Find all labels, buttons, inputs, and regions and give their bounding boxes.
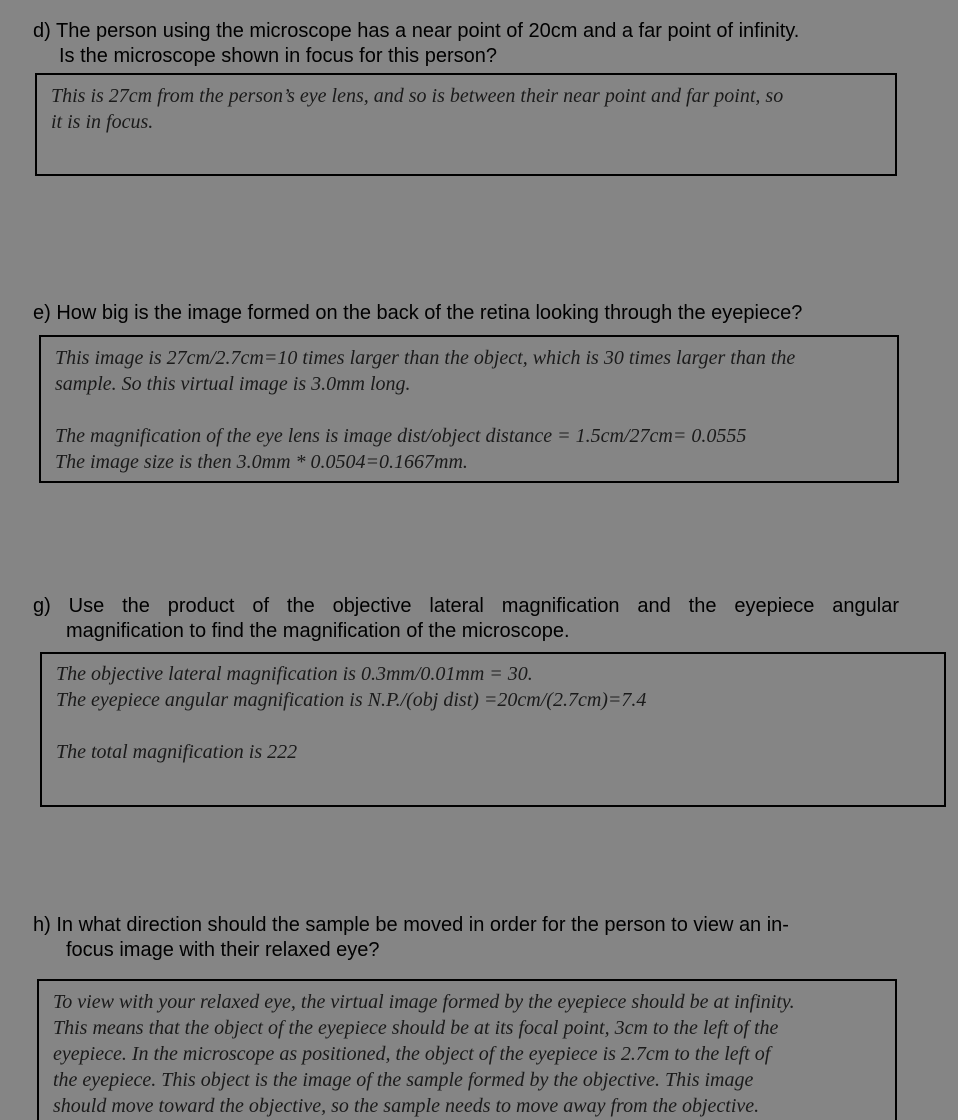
answer-e-line4: The image size is then 3.0mm * 0.0504=0.1667mm. <box>55 451 468 473</box>
answer-h-line4: the eyepiece. This object is the image of the sample formed by the objective. This image <box>53 1069 754 1091</box>
answer-g-line2: The eyepiece angular magnification is N.P./(obj dist) =20cm/(2.7cm)=7.4 <box>56 689 647 711</box>
question-e-line1: e) How big is the image formed on the back of the retina looking through the eyepiece? <box>33 302 803 324</box>
question-d <box>33 19 913 69</box>
answer-e-gap <box>55 397 883 423</box>
answer-e-line2: sample. So this virtual image is 3.0mm long. <box>55 373 411 395</box>
question-g <box>33 594 899 644</box>
answer-g-line3: The total magnification is 222 <box>56 741 298 763</box>
question-d-line1: d) The person using the microscope has a near point of 20cm and a far point of infinity. <box>33 20 800 42</box>
answer-h-line1: To view with your relaxed eye, the virtual image formed by the eyepiece should be at infinity. <box>53 991 795 1013</box>
question-h-line2: focus image with their relaxed eye? <box>66 939 380 961</box>
answer-g-line1: The objective lateral magnification is 0.3mm/0.01mm = 30. <box>56 663 533 685</box>
answer-box-h <box>37 979 897 1120</box>
answer-box-d <box>35 73 897 176</box>
question-g-line2: magnification to find the magnification of the microscope. <box>66 620 570 642</box>
answer-h-line3: eyepiece. In the microscope as positioned, the object of the eyepiece is 2.7cm to the left of <box>53 1043 771 1065</box>
answer-e-line1: This image is 27cm/2.7cm=10 times larger than the object, which is 30 times larger than the <box>55 347 796 369</box>
answer-d-line1: This is 27cm from the person’s eye lens, and so is between their near point and far point, so <box>51 85 784 107</box>
answer-box-g <box>40 652 946 807</box>
question-d-line2: Is the microscope shown in focus for this person? <box>59 45 497 67</box>
question-h <box>33 913 913 963</box>
answer-h-line2: This means that the object of the eyepiece should be at its focal point, 3cm to the left of the <box>53 1017 779 1039</box>
question-g-line1: g) Use the product of the objective lateral magnification and the eyepiece angular <box>33 595 899 617</box>
answer-h-line5: should move toward the objective, so the sample needs to move away from the objective. <box>53 1095 760 1117</box>
answer-box-e <box>39 335 899 483</box>
answer-d-line2: it is in focus. <box>51 111 154 133</box>
answer-g-gap <box>56 713 930 739</box>
answer-e-line3: The magnification of the eye lens is image dist/object distance = 1.5cm/27cm= 0.0555 <box>55 425 747 447</box>
question-h-line1: h) In what direction should the sample be moved in order for the person to view an in- <box>33 914 789 936</box>
question-e <box>33 301 913 326</box>
